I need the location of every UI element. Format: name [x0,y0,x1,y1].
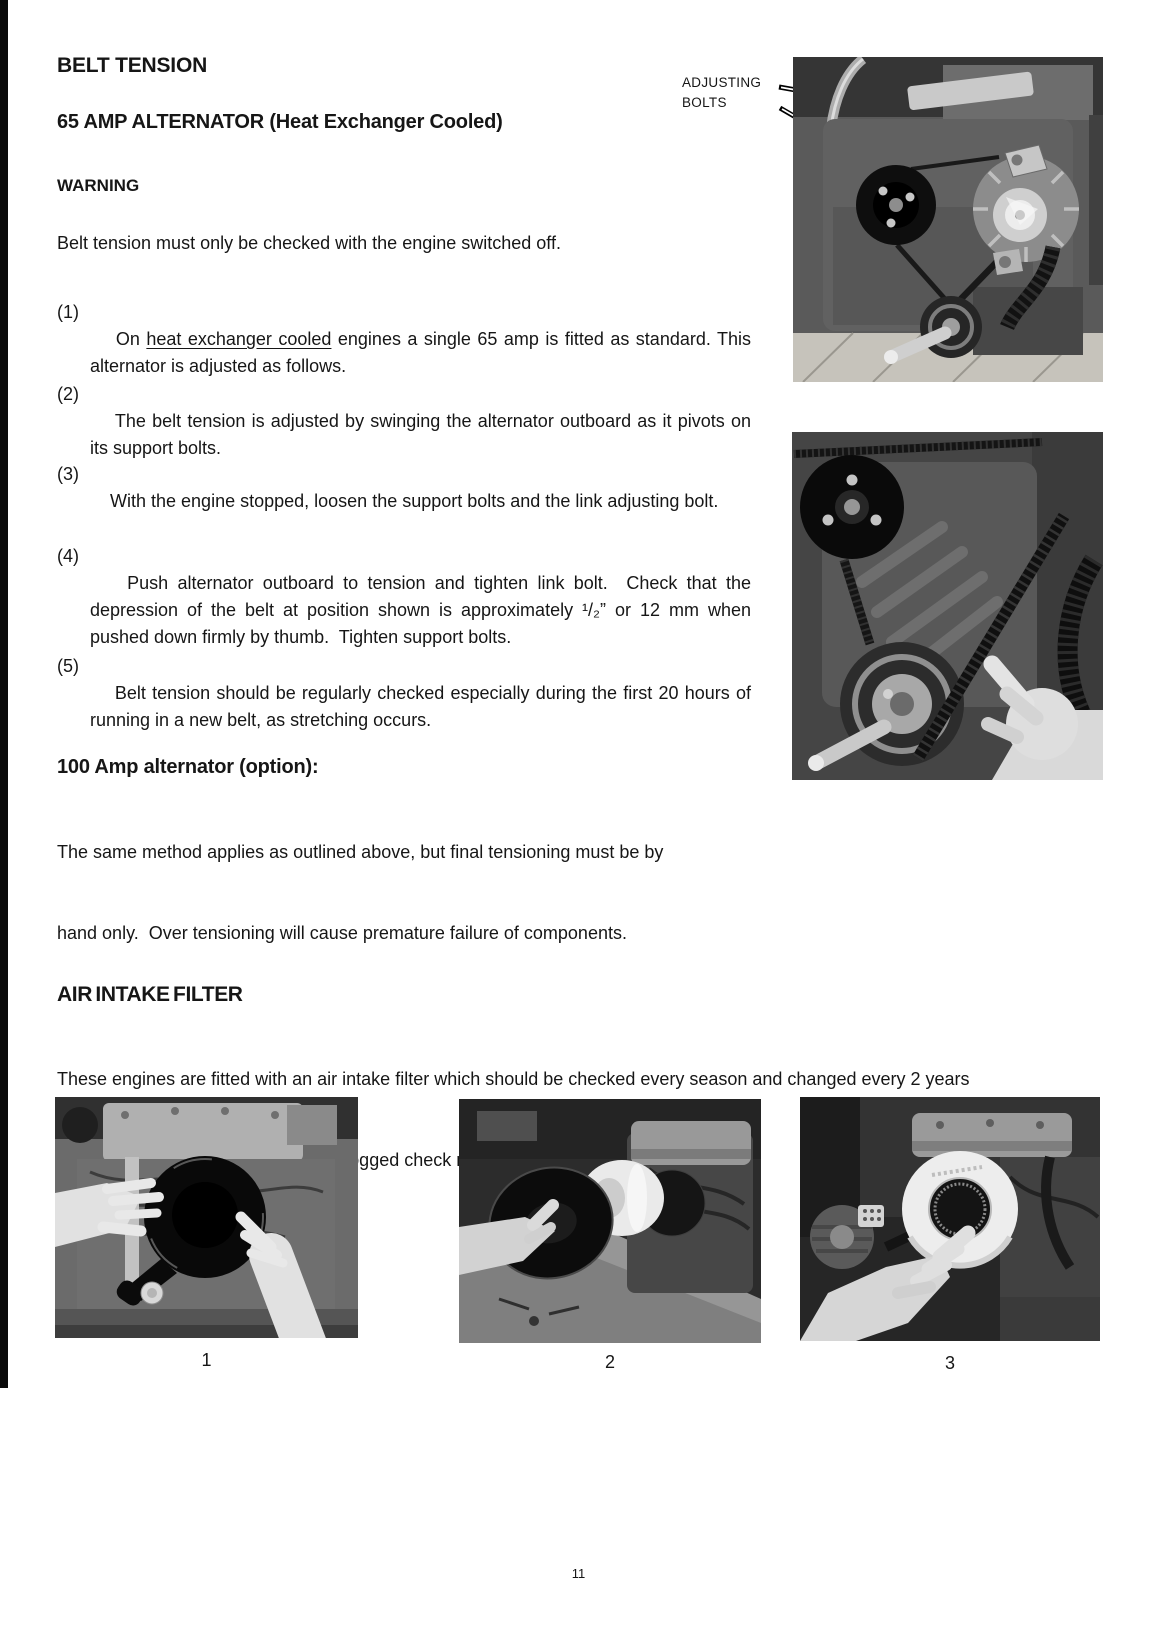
option-body-line1: The same method applies as outlined above, but final tensioning must be by [57,842,664,862]
list-item-number: (2) [57,384,79,404]
figure-air-filter-step3-photo [800,1097,1100,1341]
list-item-text: On heat exchanger cooled engines a single 65 amp is fitted as standard. This alternator is adjusted as follows. [90,329,757,376]
figure-air-filter-step2-photo [459,1099,761,1343]
option-body-line2: hand only. Over tensioning will cause premature failure of components. [57,923,627,943]
section-subtitle: 65 AMP ALTERNATOR (Heat Exchanger Cooled) [57,111,503,133]
list-item-number: (3) [57,464,79,484]
figure-engine-alternator-photo [793,57,1103,382]
list-item-5 [57,653,756,761]
list-item-number: (4) [57,546,79,566]
list-item-text: Belt tension should be regularly checked especially during the first 20 hours of running in a new belt, as stretching occurs. [90,683,756,730]
figure-label-3: 3 [944,1353,955,1373]
option-heading: 100 Amp alternator (option): [57,756,319,778]
option-body [57,785,757,1001]
page-number: 11 [571,1566,586,1581]
underlined-phrase: heat exchanger cooled [146,329,332,349]
adjusting-bolts-annotation [682,73,761,113]
figure-air-filter-step1-photo [55,1097,358,1338]
adjusting-bolts-line2: BOLTS [682,95,727,110]
list-item-number: (1) [57,302,79,322]
air-intake-heading: AIR INTAKE FILTER [57,983,243,1006]
list-item-number: (5) [57,656,79,676]
warning-heading: WARNING [57,176,140,195]
figure-belt-tension-check-photo [792,432,1103,780]
air-intake-body-line2: clogged check [336,1150,452,1170]
page-title: BELT TENSION [57,54,208,77]
figure-label-2: 2 [604,1352,615,1372]
list-item-3 [57,461,751,542]
adjusting-bolts-line1: ADJUSTING [682,75,762,90]
air-intake-body-line1: These engines are fitted with an air intake filter which should be checked every season and changed every 2 years [57,1069,970,1089]
figure-label-1: 1 [201,1350,212,1370]
list-item-text: With the engine stopped, loosen the support bolts and the link adjusting bolt. [110,491,719,511]
page-edge-artifact [0,0,8,1388]
list-item-text: Push alternator outboard to tension and tighten link bolt. Check that the depression of the belt at position shown is approximately ¹/₂” or 12 mm when pushed down firmly by thumb. Tighten support bolts. [90,573,757,647]
list-item-text: The belt tension is adjusted by swinging the alternator outboard as it pivots on its support bolts. [90,411,756,458]
warning-text: Belt tension must only be checked with the engine switched off. [57,233,561,253]
